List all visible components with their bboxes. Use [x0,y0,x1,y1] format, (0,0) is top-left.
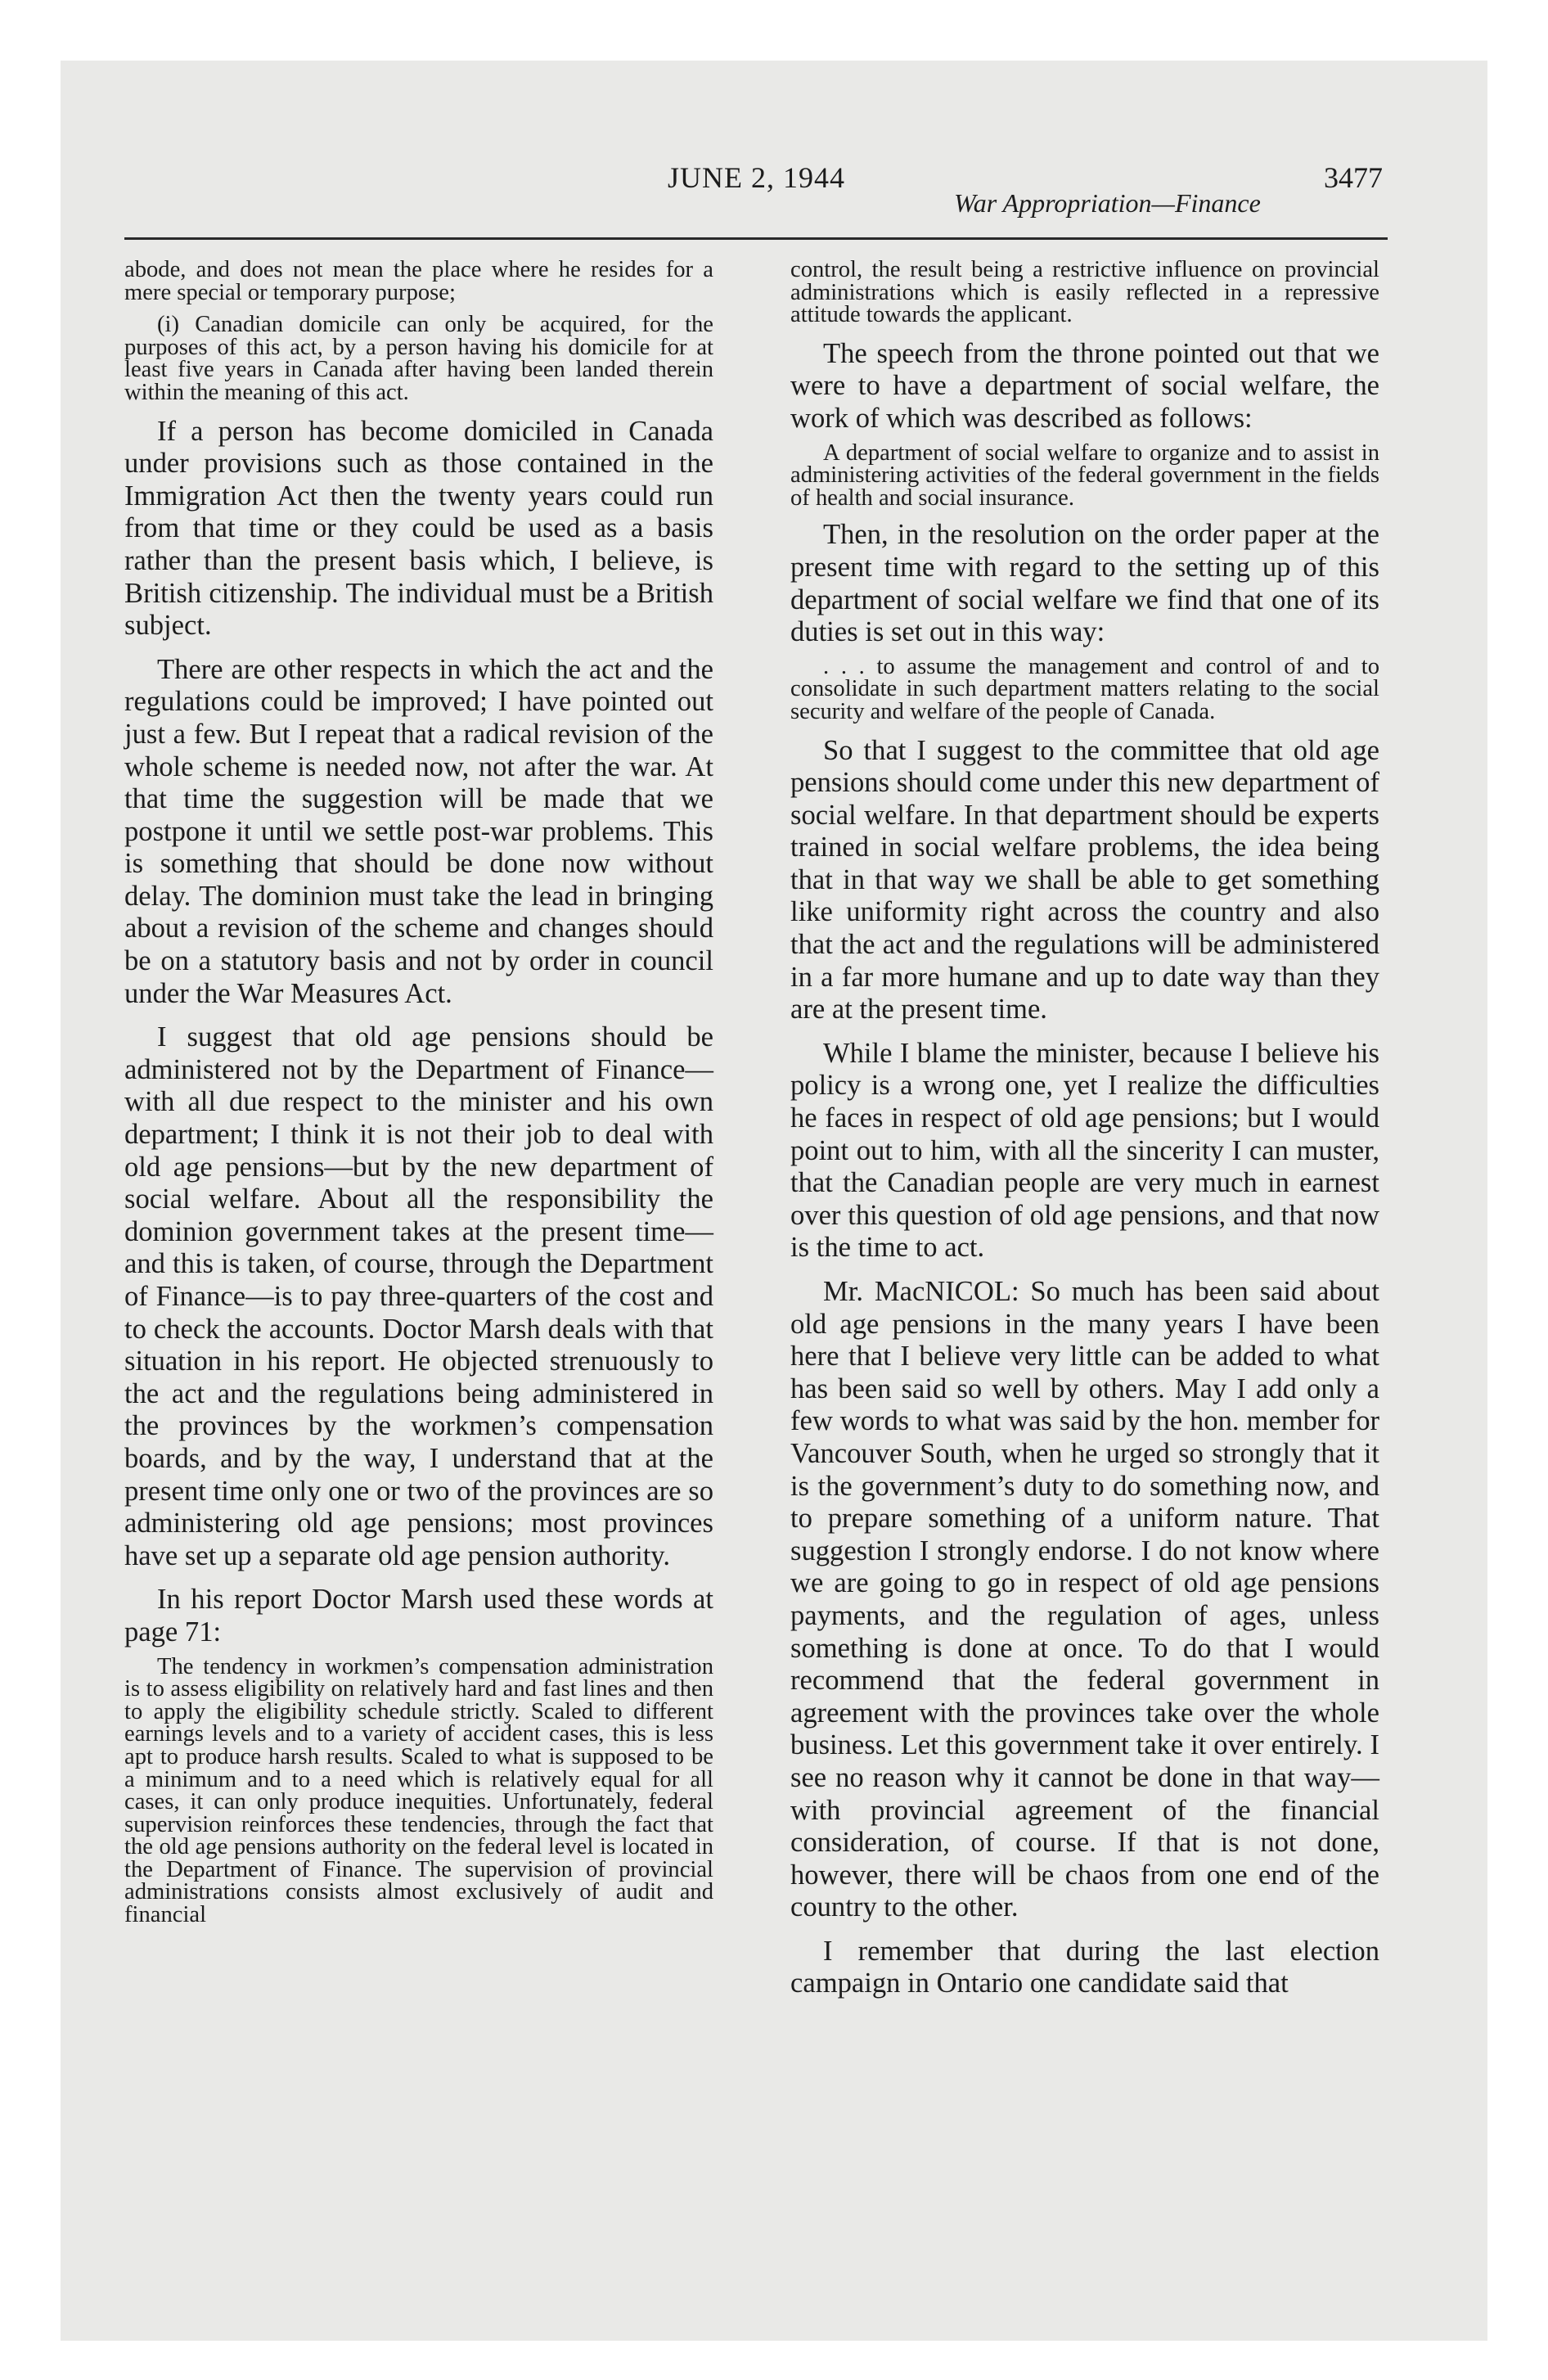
page-number: 3477 [1324,161,1383,194]
quoted-act-text: abode, and does not mean the place where he resides for a mere special or temporary purpose; [124,257,713,305]
block-quote-continuation: control, the result being a restrictive influence on provincial administrations which is easily reflected in a repressive attitude towards the applicant. [790,257,1379,328]
block-quote: The tendency in workmen’s compensation administration is to assess eligibility on relatively hard and fast lines and then to apply the eligibility schedule strictly. Scaled to different earnings levels and to a variety of accident cases, this is less apt to produce harsh results. Scaled to what is supposed to be a minimum and to a need which is relatively equal for all cases, it can only produce inequities. Unfortunately, federal supervision reinforces these tendencies, through the fact that the old age pensions authority on the federal level is located in the Department of Finance. The supervision of provincial administrations consists almost exclusively of audit and financial [124,1653,713,1928]
paragraph: In his report Doctor Marsh used these words at page 71: [124,1584,713,1648]
paragraph: If a person has become domiciled in Canada under provisions such as those contained in the Immigration Act then the twenty years could run from that time or they could be used as a basis rather than the present basis which, I believe, is British citizenship. The individual must be a British subject. [124,415,713,642]
paragraph: I suggest that old age pensions should be administered not by the Department of Finance—with all due respect to the minister and his own department; I think it is not their job to deal with old age pensions—but by the new department of social welfare. About all the responsibility the dominion government takes at the present time—and this is taken, of course, through the Department of Finance—is to pay three-quarters of the cost and to check the accounts. Doctor Marsh deals with that situation in his report. He objected strenuously to the act and the regulations being administered in the provinces by the workmen’s compensation boards, and by the way, I understand that at the present time only one or two of the provinces are so administering old age pensions; most provinces have set up a separate old age pension authority. [124,1021,713,1571]
paragraph: I remember that during the last election campaign in Ontario one candidate said that [790,1935,1379,1999]
header-date: JUNE 2, 1944 [668,161,845,194]
paragraph: Then, in the resolution on the order paper at the present time with regard to the setting up of this department of social welfare we find that one of its duties is set out in this way: [790,519,1379,648]
paragraph: There are other respects in which the act and the regulations could be improved; I have pointed out just a few. But I repeat that a radical revision of the whole scheme is needed now, not after the war. At that time the suggestion will be made that we postpone it until we settle post-war problems. This is something that should be done now without delay. The dominion must take the lead in bringing about a revision of the scheme and changes should be on a statutory basis and not by order in council under the War Measures Act. [124,653,713,1009]
section-title: War Appropriation—Finance [954,188,1261,218]
header-rule [124,237,1388,240]
right-column [790,259,1379,2000]
block-quote: A department of social welfare to organize and to assist in administering activities of the federal government in the fields of health and social insurance. [790,439,1379,511]
paragraph: While I blame the minister, because I believe his policy is a wrong one, yet I realize the difficulties he faces in respect of old age pensions; but I would point out to him, with all the sincerity I can muster, that the Canadian people are very much in earnest over this question of old age pensions, and that now is the time to act. [790,1037,1379,1264]
quoted-act-text: (i) Canadian domicile can only be acquired, for the purposes of this act, by a person having his domicile for at least five years in Canada after having been landed therein within the meaning of this act. [124,312,713,405]
paragraph: So that I suggest to the committee that old age pensions should come under this new department of social welfare. In that department should be experts trained in social welfare problems, the idea being that in that way we shall be able to get something like uniformity right across the country and also that the act and the regulations will be administered in a far more humane and up to date way than they are at the present time. [790,734,1379,1025]
paragraph: Mr. MacNICOL: So much has been said about old age pensions in the many years I have been here that I believe very little can be added to what has been said so well by others. May I add only a few words to what was said by the hon. member for Vancouver South, when he urged so strongly that it is the government’s duty to do something now, and to prepare something of a uniform nature. That suggestion I strongly endorse. I do not know where we are going to go in respect of old age pensions payments, and the regulation of ages, unless something is done at once. To do that I would recommend that the federal government in agreement with the provinces take over the whole business. Let this government take it over entirely. I see no reason why it cannot be done in that way—with provincial agreement of the financial consideration, of course. If that is not done, however, there will be chaos from one end of the country to the other. [790,1276,1379,1923]
left-column [124,259,713,1936]
block-quote: . . . to assume the management and control of and to consolidate in such department matters relating to the social security and welfare of the people of Canada. [790,653,1379,724]
paragraph: The speech from the throne pointed out that we were to have a department of social welfare, the work of which was described as follows: [790,337,1379,434]
